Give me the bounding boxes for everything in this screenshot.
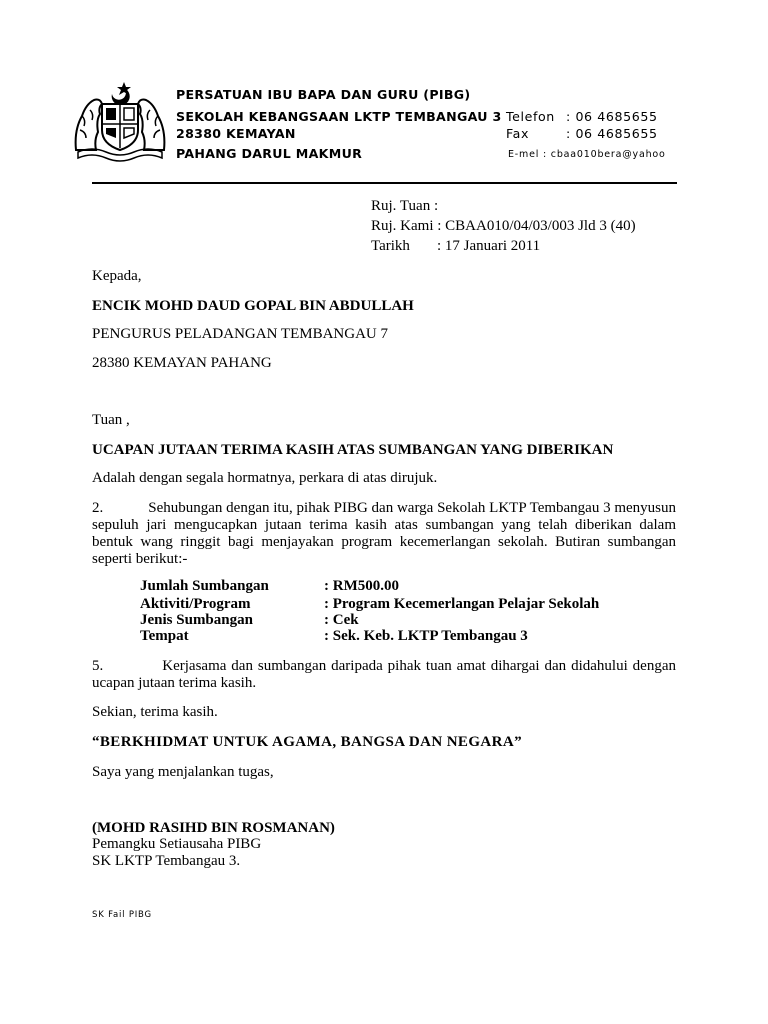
detail-label-aktiviti: Aktiviti/Program [140,596,251,612]
detail-value-jenis: : Cek [324,612,359,628]
paragraph-1: Adalah dengan segala hormatnya, perkara di atas dirujuk. [92,470,438,486]
footer-file-ref: SK Fail PIBG [92,910,152,920]
school-postcode-town: 28380 KEMAYAN [176,126,296,141]
signatory-school: SK LKTP Tembangau 3. [92,853,241,869]
fax-label: Fax [506,126,530,141]
org-name: PERSATUAN IBU BAPA DAN GURU (PIBG) [176,87,471,102]
school-name: SEKOLAH KEBANGSAAN LKTP TEMBANGAU 3 [176,109,502,124]
recipient-position: PENGURUS PELADANGAN TEMBANGAU 7 [92,326,388,342]
fax-value: : 06 4685655 [566,126,658,141]
sign-off: Saya yang menjalankan tugas, [92,764,274,780]
salutation: Tuan , [92,412,130,428]
email-address: E-mel : cbaa010bera@yahoo [508,149,666,160]
letter-subject: UCAPAN JUTAAN TERIMA KASIH ATAS SUMBANGAN YANG DIBERIKAN [92,442,614,458]
closing: Sekian, terima kasih. [92,704,218,720]
recipient-address: 28380 KEMAYAN PAHANG [92,355,272,371]
detail-label-jenis: Jenis Sumbangan [140,612,253,628]
paragraph-2: 2. Sehubungan dengan itu, pihak PIBG dan warga Sekolah LKTP Tembangau 3 menyusun sepuluh jari mengucapkan jutaan terima kasih atas sumbangan yang telah diberikan dalam bentuk wang ringgit bagi menjayakan program kecemerlangan sekolah. Butiran sumbangan seperti berikut:- [92,500,677,567]
tarikh-value: : 17 Januari 2011 [437,238,541,254]
detail-value-tempat: : Sek. Keb. LKTP Tembangau 3 [324,628,528,644]
school-state: PAHANG DARUL MAKMUR [176,146,363,161]
telefon-value: : 06 4685655 [566,109,658,124]
paragraph-5: 5. Kerjasama dan sumbangan daripada pihak tuan amat dihargai dan didahului dengan ucapan jutaan terima kasih. [92,658,676,691]
detail-label-jumlah: Jumlah Sumbangan [140,578,269,594]
telefon-label: Telefon [506,109,555,124]
ruj-kami: Ruj. Kami : CBAA010/04/03/003 Jld 3 (40) [371,218,636,234]
recipient-name: ENCIK MOHD DAUD GOPAL BIN ABDULLAH [92,298,414,314]
ruj-tuan: Ruj. Tuan : [371,198,439,214]
motto: “BERKHIDMAT UNTUK AGAMA, BANGSA DAN NEGARA” [92,734,523,750]
signatory-title: Pemangku Setiausaha PIBG [92,836,262,852]
coat-of-arms-icon [72,80,168,162]
kepada: Kepada, [92,268,142,284]
detail-value-jumlah: : RM500.00 [324,578,399,594]
signatory-name: (MOHD RASIHD BIN ROSMANAN) [92,820,335,836]
detail-value-aktiviti: : Program Kecemerlangan Pelajar Sekolah [324,596,600,612]
tarikh-label: Tarikh [371,238,410,254]
header-divider [92,182,677,184]
detail-label-tempat: Tempat [140,628,189,644]
